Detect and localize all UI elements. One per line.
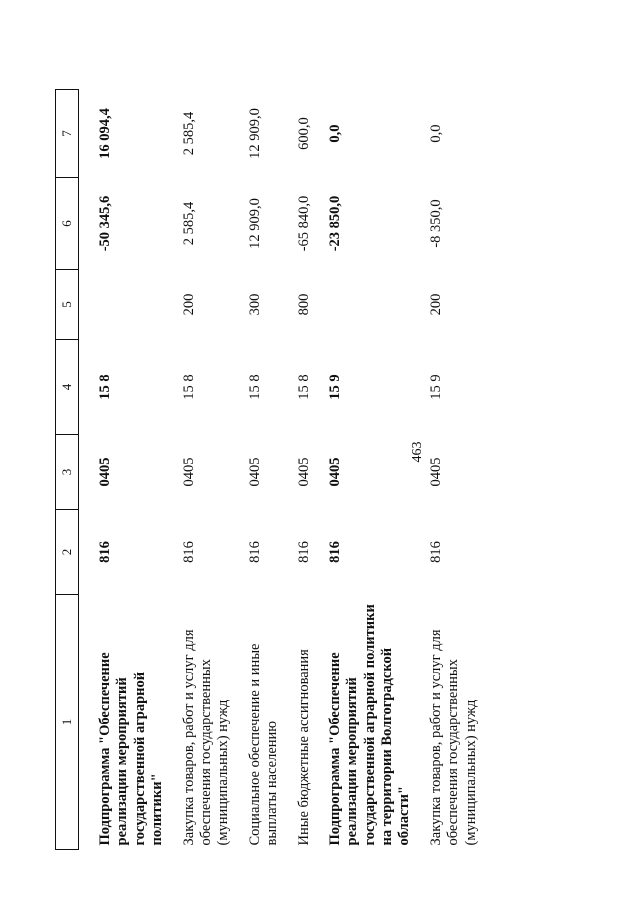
row-change-amount: -8 350,0 xyxy=(427,199,444,248)
header-col-7: 7 xyxy=(56,90,79,178)
row-ministry-code: 816 xyxy=(427,541,444,563)
row-ministry-code: 816 xyxy=(180,541,197,563)
row-target-code: 15 9 xyxy=(427,374,444,400)
row-name: Закупка товаров, работ и услуг для обеспечения государственных (муниципальных) нужд xyxy=(180,629,232,846)
header-col-2: 2 xyxy=(56,510,79,595)
row-section-code: 0405 xyxy=(326,457,343,487)
row-section-code: 0405 xyxy=(246,457,263,487)
row-ministry-code: 816 xyxy=(326,541,343,563)
row-change-amount: 12 909,0 xyxy=(246,198,263,249)
row-target-code: 15 8 xyxy=(180,374,197,400)
row-expense-type: 200 xyxy=(427,293,444,316)
rotated-page-content xyxy=(55,90,535,850)
row-ministry-code: 816 xyxy=(246,541,263,563)
header-row xyxy=(56,90,79,850)
row-section-code: 0405 xyxy=(427,457,444,487)
row-target-code: 15 8 xyxy=(246,374,263,400)
row-total-amount: 0,0 xyxy=(427,124,444,143)
row-change-amount: -23 850,0 xyxy=(326,195,343,252)
budget-table xyxy=(55,89,494,850)
row-section-code: 0405 xyxy=(295,457,312,487)
page-number: 463 xyxy=(410,441,425,463)
row-total-amount: 12 909,0 xyxy=(246,108,263,159)
row-target-code: 15 8 xyxy=(295,374,312,400)
header-col-3: 3 xyxy=(56,435,79,510)
row-name: Подпрограмма "Обеспечение реализации мероприятий государственной аграрной политики на территории Волгоградской области" xyxy=(326,604,413,846)
row-name: Подпрограмма "Обеспечение реализации мероприятий государственной аграрной политики" xyxy=(97,652,166,846)
row-expense-type xyxy=(327,270,428,340)
row-change-amount: 2 585,4 xyxy=(180,201,197,246)
row-name: Закупка товаров, работ и услуг для обеспечения государственных (муниципальных) нужд xyxy=(427,629,479,846)
row-ministry-code: 816 xyxy=(295,541,312,563)
row-target-code: 15 9 xyxy=(326,374,343,400)
row-expense-type: 300 xyxy=(246,293,263,316)
table-row xyxy=(181,90,247,850)
row-expense-type: 200 xyxy=(180,293,197,316)
header-col-5: 5 xyxy=(56,270,79,340)
row-expense-type xyxy=(79,270,181,340)
table-header xyxy=(56,90,79,850)
table-row xyxy=(327,90,428,850)
row-total-amount: 2 585,4 xyxy=(180,111,197,156)
row-change-amount: -65 840,0 xyxy=(295,195,312,252)
row-name: Иные бюджетные ассигнования xyxy=(295,649,312,846)
row-total-amount: 16 094,4 xyxy=(97,108,113,159)
table-row xyxy=(247,90,296,850)
table-row xyxy=(296,90,327,850)
header-col-4: 4 xyxy=(56,340,79,435)
row-change-amount: -50 345,6 xyxy=(97,195,113,252)
table-row xyxy=(428,90,494,850)
row-target-code: 15 8 xyxy=(97,374,113,400)
row-section-code: 0405 xyxy=(180,457,197,487)
row-ministry-code: 816 xyxy=(97,541,113,563)
row-section-code: 0405 xyxy=(97,457,113,487)
header-col-6: 6 xyxy=(56,178,79,270)
table-body xyxy=(79,90,495,850)
row-total-amount: 600,0 xyxy=(295,117,312,150)
header-col-1: 1 xyxy=(56,595,79,850)
row-expense-type: 800 xyxy=(295,293,312,316)
row-total-amount: 0,0 xyxy=(326,124,343,143)
row-name: Социальное обеспечение и иные выплаты населению xyxy=(246,643,281,846)
table-row xyxy=(79,90,181,850)
